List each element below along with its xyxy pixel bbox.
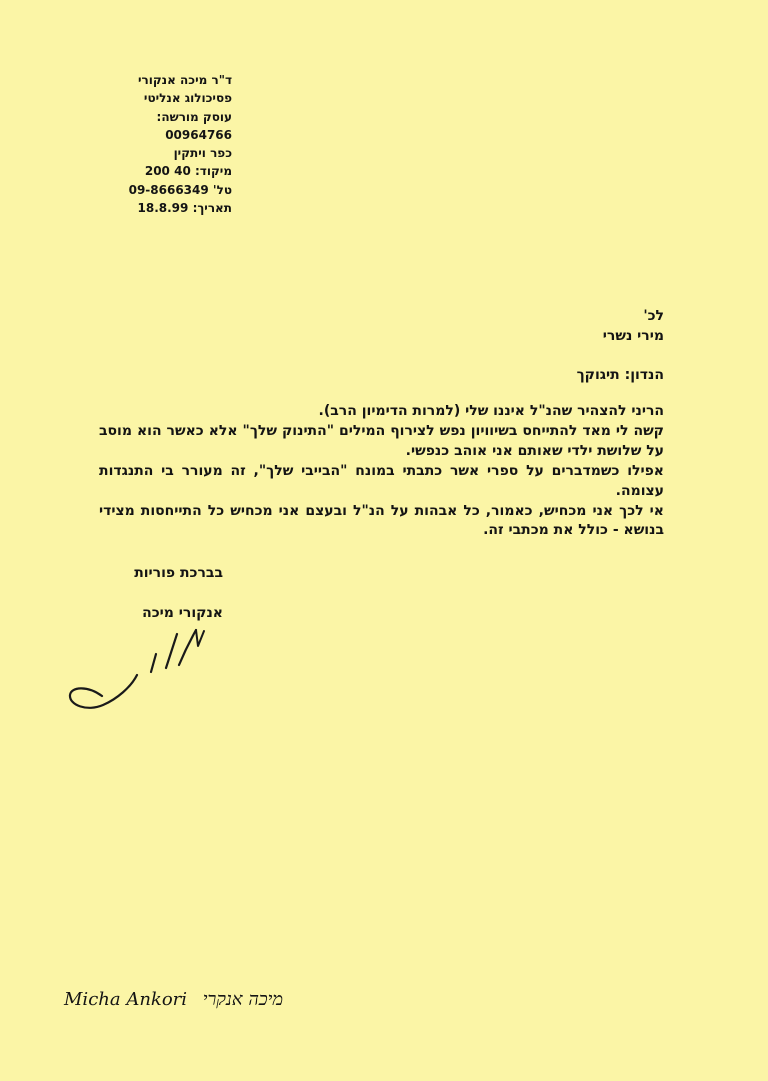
closing-greeting: בברכת פוריות — [134, 565, 223, 581]
footer-name-hebrew: מיכה אנקרי — [202, 989, 284, 1010]
recipient-block — [603, 306, 664, 346]
letterhead-license-number: 00964766 — [165, 127, 232, 142]
letterhead-address: כפר ויתקין — [173, 146, 232, 161]
letterhead-date: תאריך: 18.8.99 — [137, 201, 232, 216]
letterhead — [100, 71, 232, 217]
recipient-to-label: לכ' — [643, 308, 664, 324]
letterhead-name: ד"ר מיכה אנקורי — [137, 73, 232, 87]
footer-name-english: Micha Ankori — [64, 989, 188, 1010]
body-paragraph: אפילו כשמדברים על ספרי אשר כתבתי במונח "הבייבי שלך", זה מעורר בי התנגדות עצומה. — [99, 462, 664, 499]
body-paragraph: קשה לי מאד להתייחס בשיוויון נפש לצירוף המילים "התינוק שלך" אלא כאשר הוא מוסב על שלושת ילדי שאותם אני אוהב כנפשי. — [99, 422, 664, 459]
letter-body — [99, 402, 664, 541]
footer-signature — [64, 988, 283, 1012]
letterhead-phone: טל' 09-8666349 — [128, 182, 232, 197]
body-paragraph: הריני להצהיר שהנ"ל איננו שלי (למרות הדימיון הרב). — [318, 403, 664, 419]
letterhead-zip: מיקוד: 40 200 — [144, 164, 232, 179]
letterhead-license-label: עוסק מורשה: — [156, 109, 232, 124]
signer-name: אנקורי מיכה — [142, 605, 223, 621]
handwritten-signature — [65, 625, 225, 720]
letterhead-title: פסיכולוג אנליטי — [143, 91, 232, 106]
body-paragraph: אי לכך אני מכחיש, כאמור, כל אבהות על הנ"ל ובעצם אני מכחיש כל התייחסות מצידי בנושא - כולל את מכתבי זה. — [99, 502, 664, 539]
subject-line: הנדון: תיגוקך — [576, 367, 664, 383]
recipient-name: מירי נשרי — [602, 328, 664, 344]
